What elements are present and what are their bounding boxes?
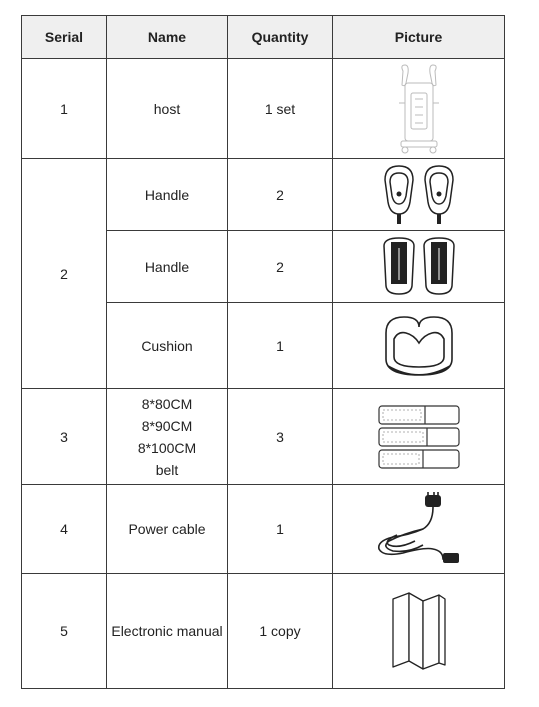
picture-cell xyxy=(333,159,505,231)
flat-handle-pair-icon xyxy=(378,236,460,298)
quantity-cell: 3 xyxy=(228,389,333,485)
quantity-cell: 2 xyxy=(228,231,333,303)
name-cell: Electronic manual xyxy=(107,574,228,689)
header-picture: Picture xyxy=(333,16,505,59)
header-row xyxy=(22,16,505,59)
belt-size-90: 8*90CM xyxy=(141,417,193,434)
serial-cell: 4 xyxy=(22,485,107,574)
table-row xyxy=(22,59,505,159)
serial-cell: 5 xyxy=(22,574,107,689)
manual-booklet-icon xyxy=(389,589,449,673)
serial-cell: 1 xyxy=(22,59,107,159)
name-cell: Handle xyxy=(107,231,228,303)
belts-icon xyxy=(377,404,461,470)
picture-cell xyxy=(333,485,505,574)
table-row xyxy=(22,574,505,689)
quantity-cell: 1 copy xyxy=(228,574,333,689)
quantity-cell: 1 set xyxy=(228,59,333,159)
picture-cell xyxy=(333,574,505,689)
table-row xyxy=(22,159,505,231)
header-quantity: Quantity xyxy=(228,16,333,59)
name-cell: Handle xyxy=(107,159,228,231)
serial-cell: 3 xyxy=(22,389,107,485)
name-cell: host xyxy=(107,59,228,159)
belt-size-100: 8*100CM xyxy=(137,439,197,456)
serial-cell: 2 xyxy=(22,159,107,389)
belt-size-80: 8*80CM xyxy=(141,395,193,412)
cushion-icon xyxy=(378,313,460,379)
quantity-cell: 1 xyxy=(228,485,333,574)
host-machine-icon xyxy=(389,63,449,155)
name-cell: Cushion xyxy=(107,303,228,389)
header-serial: Serial xyxy=(22,16,107,59)
quantity-cell: 1 xyxy=(228,303,333,389)
picture-cell xyxy=(333,59,505,159)
picture-cell xyxy=(333,231,505,303)
packing-list-table xyxy=(21,15,505,689)
table-row xyxy=(22,485,505,574)
belt-label: belt xyxy=(155,461,179,478)
name-cell xyxy=(107,389,228,485)
picture-cell xyxy=(333,303,505,389)
round-handle-pair-icon xyxy=(379,164,459,226)
power-cable-icon xyxy=(373,491,465,567)
picture-cell xyxy=(333,389,505,485)
quantity-cell: 2 xyxy=(228,159,333,231)
name-cell: Power cable xyxy=(107,485,228,574)
header-name: Name xyxy=(107,16,228,59)
table-row xyxy=(22,389,505,485)
